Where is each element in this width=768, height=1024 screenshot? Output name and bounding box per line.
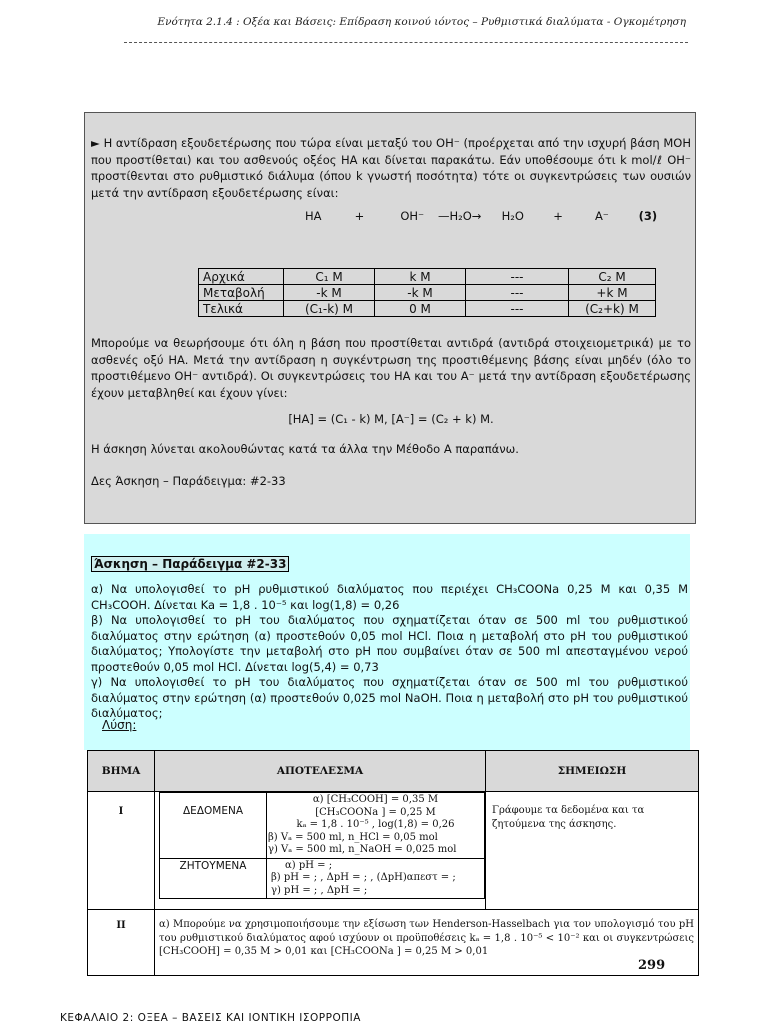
eq-arrow: —H₂O→ (437, 209, 482, 223)
table-header-row (88, 751, 699, 792)
table-cell: (C₁-k) M (284, 301, 375, 317)
eq-plus: + (354, 209, 365, 223)
table-cell: -k M (284, 285, 375, 301)
given-wanted-table (159, 792, 485, 899)
table-cell: -k M (375, 285, 466, 301)
exercise-part-c: γ) Να υπολογισθεί το pH του διαλύματος που σχηματίζεται όταν σε 500 ml του ρυθμιστικού διαλύματος στην ερώτηση (α) προστεθούν 0,025 mol NaOH. Ποια η μεταβολή στο pH του ρυθμιστικού διαλύματος; (91, 675, 688, 720)
table-cell: 0 M (375, 301, 466, 317)
table-cell: C₂ M (569, 269, 656, 285)
eq-plus: + (553, 209, 563, 223)
exercise-part-a: α) Να υπολογισθεί το pH ρυθμιστικού διαλύματος που περιέχει CH₃COONa 0,25 M και 0,35 M CH₃COOH. Δίνεται Ka = 1,8 . 10⁻⁵ και log(1,8) = 0,26 (91, 582, 688, 612)
theory-paragraph-1: ► Η αντίδραση εξουδετέρωσης που τώρα είναι μεταξύ του OH⁻ (προέρχεται από την ισχυρή βάση MOH που προστίθεται) και του ασθενούς οξέος HA και δίνεται παρακάτω. Εάν υποθέσουμε ότι k mol/ℓ OH⁻ προστίθενται στο ρυθμιστικό διάλυμα (όπου k γνωστή ποσότητα) τότε οι συγκεντρώσεις των ουσιών μετά την αντίδραση εξουδετέρωσης είναι: (91, 136, 691, 200)
neutralization-equation (305, 209, 657, 223)
step-number: II (88, 910, 155, 976)
table-row (199, 269, 656, 285)
table-cell: --- (466, 301, 569, 317)
method-note: Η άσκηση λύνεται ακολουθώντας κατά τα άλλα την Μέθοδο Α παραπάνω. (91, 442, 519, 456)
given-label: ΔΕΔΟΜΕΝΑ (160, 793, 267, 859)
table-cell: Τελικά (199, 301, 284, 317)
wanted-values: α) pH = ; β) pH = ; , ΔpH = ; , (ΔpH)απεστ = ; γ) pH = ; , ΔpH = ; (267, 858, 485, 899)
eq-a: A⁻ (594, 209, 609, 223)
table-cell: Αρχικά (199, 269, 284, 285)
table-row (199, 301, 656, 317)
column-header-result: ΑΠΟΤΕΛΕΣΜΑ (155, 751, 486, 792)
step-result (155, 792, 486, 910)
theory-paragraph-2: Μπορούμε να θεωρήσουμε ότι όλη η βάση που προστίθεται αντιδρά (αντιδρά στοιχειομετρικά) με το ασθενές οξύ HA. Μετά την αντίδραση η συγκέντρωση της προστιθέμενης βάσης είναι μηδέν (όλο το προστιθέμενο OH⁻ αντιδρά). Οι συγκεντρώσεις του HA και του A⁻ μετά την αντίδραση εξουδετέρωσης έχουν μεταβληθεί και έχουν γίνει: (91, 336, 691, 400)
solution-label: Λύση: (102, 718, 137, 732)
table-cell: --- (466, 285, 569, 301)
table-cell: k M (375, 269, 466, 285)
page-number: 299 (638, 958, 666, 973)
step-result: α) Μπορούμε να χρησιμοποιήσουμε την εξίσωση των Henderson-Hasselbach για τον υπολογισμό του pH του ρυθμιστικού διαλύματος αφού ισχύουν οι προϋποθέσεις kₐ = 1,8 . 10⁻⁵ < 10⁻² και οι συγκεντρώσεις [CH₃COOH] = 0,35 M > 0,01 και [CH₃COONa ] = 0,25 M > 0,01 (155, 910, 699, 976)
table-row (160, 858, 485, 899)
exercise-box (84, 534, 690, 750)
column-header-note: ΣΗΜΕΙΩΣΗ (486, 751, 699, 792)
table-row (160, 793, 485, 859)
eq-h2o: H₂O (501, 209, 524, 223)
chapter-footer: ΚΕΦΑΛΑΙΟ 2: ΟΞΕΑ – ΒΑΣΕΙΣ ΚΑΙ ΙΟΝΤΙΚΗ ΙΣΟΡΡΟΠΙΑ (60, 1012, 361, 1024)
solution-table (87, 750, 699, 976)
table-cell: +k M (569, 285, 656, 301)
given-values: α) [CH₃COOH] = 0,35 M [CH₃COONa ] = 0,25 M kₐ = 1,8 . 10⁻⁵ , log(1,8) = 0,26 β) Vₐ = 500 ml, n_HCl = 0,05 mol γ) Vₐ = 500 ml, n_NaOH = 0,025 mol (267, 793, 485, 859)
table-cell: Μεταβολή (199, 285, 284, 301)
step-note: Γράφουμε τα δεδομένα και τα ζητούμενα της άσκησης. (486, 792, 699, 910)
table-row (88, 910, 699, 976)
table-cell: (C₂+k) M (569, 301, 656, 317)
final-concentrations: [HA] = (C₁ - k) M, [A⁻] = (C₂ + k) M. (288, 412, 494, 426)
eq-oh: OH⁻ (400, 209, 425, 223)
exercise-title: Άσκηση – Παράδειγμα #2-33 (91, 556, 289, 572)
header-rule (124, 42, 688, 43)
exercise-part-b: β) Να υπολογισθεί το pH του διαλύματος που σχηματίζεται όταν σε 500 ml του ρυθμιστικού διαλύματος στην ερώτηση (α) προστεθούν 0,05 mol HCl. Ποια η μεταβολή στο pH του ρυθμιστικού διαλύματος; Υπολογίστε την μεταβολή στο pH που συμβαίνει όταν σε 500 ml απεσταγμένου νερού προστεθούν 0,05 mol HCl. Δίνεται log(5,4) = 0,73 (91, 613, 688, 674)
running-header: Ενότητα 2.1.4 : Οξέα και Βάσεις: Επίδραση κοινού ιόντος – Ρυθμιστικά διαλύματα - Ογκομέτρηση (157, 16, 686, 28)
eq-number: (3) (638, 209, 658, 223)
wanted-label: ΖΗΤΟΥΜΕΝΑ (160, 858, 267, 899)
column-header-step: ΒΗΜΑ (88, 751, 155, 792)
see-exercise-link[interactable]: Δες Άσκηση – Παράδειγμα: #2-33 (91, 474, 286, 488)
table-row (199, 285, 656, 301)
exercise-body (91, 582, 688, 722)
step-number: I (88, 792, 155, 910)
table-cell: C₁ M (284, 269, 375, 285)
table-row (88, 792, 699, 910)
concentration-table (198, 268, 656, 317)
theory-box (84, 112, 696, 524)
table-cell: --- (466, 269, 569, 285)
eq-ha: HA (305, 209, 322, 223)
